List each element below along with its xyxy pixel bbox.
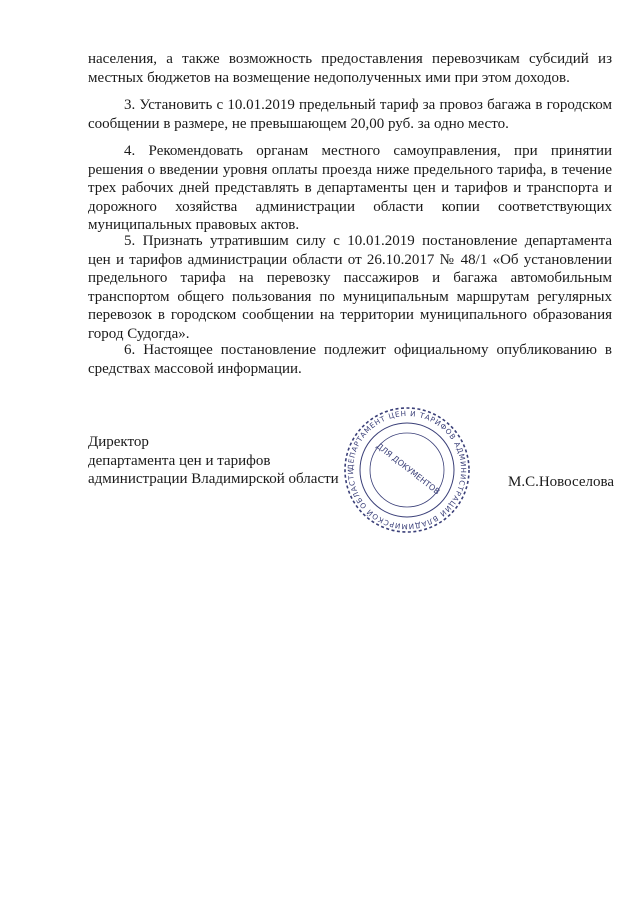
signature-title-line: Директор bbox=[88, 434, 149, 450]
signature-title-line: департамента цен и тарифов bbox=[88, 452, 271, 469]
paragraph-3: 3. Установить с 10.01.2019 предельный тариф за провоз багажа в городском сообщении в размере, не превышающем 20,00 руб. за одно место. bbox=[88, 97, 612, 132]
paragraph-5: 5. Признать утратившим силу с 10.01.2019 постановление департамента цен и тарифов администрации области от 26.10.2017 № 48/1 «Об установлении предельного тарифа на перевозку пассажиров и багажа автомобильным транспортом общего пользования по муниципальным маршрутам регулярных перевозок в городском сообщении на территории муниципального образования город Судогда». bbox=[88, 233, 612, 342]
stamp-outer-text: ДЕПАРТАМЕНТ ЦЕН И ТАРИФОВ АДМИНИСТРАЦИИ ВЛАДИМИРСКОЙ ОБЛАСТИ bbox=[345, 408, 469, 532]
signature-title-line: администрации Владимирской области bbox=[88, 471, 339, 487]
signatory-name: М.С.Новоселова bbox=[508, 474, 615, 490]
paragraph-continuation: населения, а также возможность предоставления перевозчикам субсидий из местных бюджетов на возмещение недополученных ими при этом доходов. bbox=[88, 51, 612, 86]
paragraph-6: 6. Настоящее постановление подлежит официальному опубликованию в средствах массовой информации. bbox=[88, 342, 612, 377]
signature-title-block bbox=[88, 433, 348, 489]
paragraph-4: 4. Рекомендовать органам местного самоуправления, при принятии решения о введении уровня оплаты проезда ниже предельного тарифа, в течение трех рабочих дней представлять в департаменты цен и тарифов и транспорта и дорожного хозяйства администрации области копии соответствующих муниципальных правовых актов. bbox=[88, 143, 612, 233]
official-stamp bbox=[342, 405, 472, 535]
stamp-center-text: ДЛЯ ДОКУМЕНТОВ bbox=[374, 441, 442, 497]
